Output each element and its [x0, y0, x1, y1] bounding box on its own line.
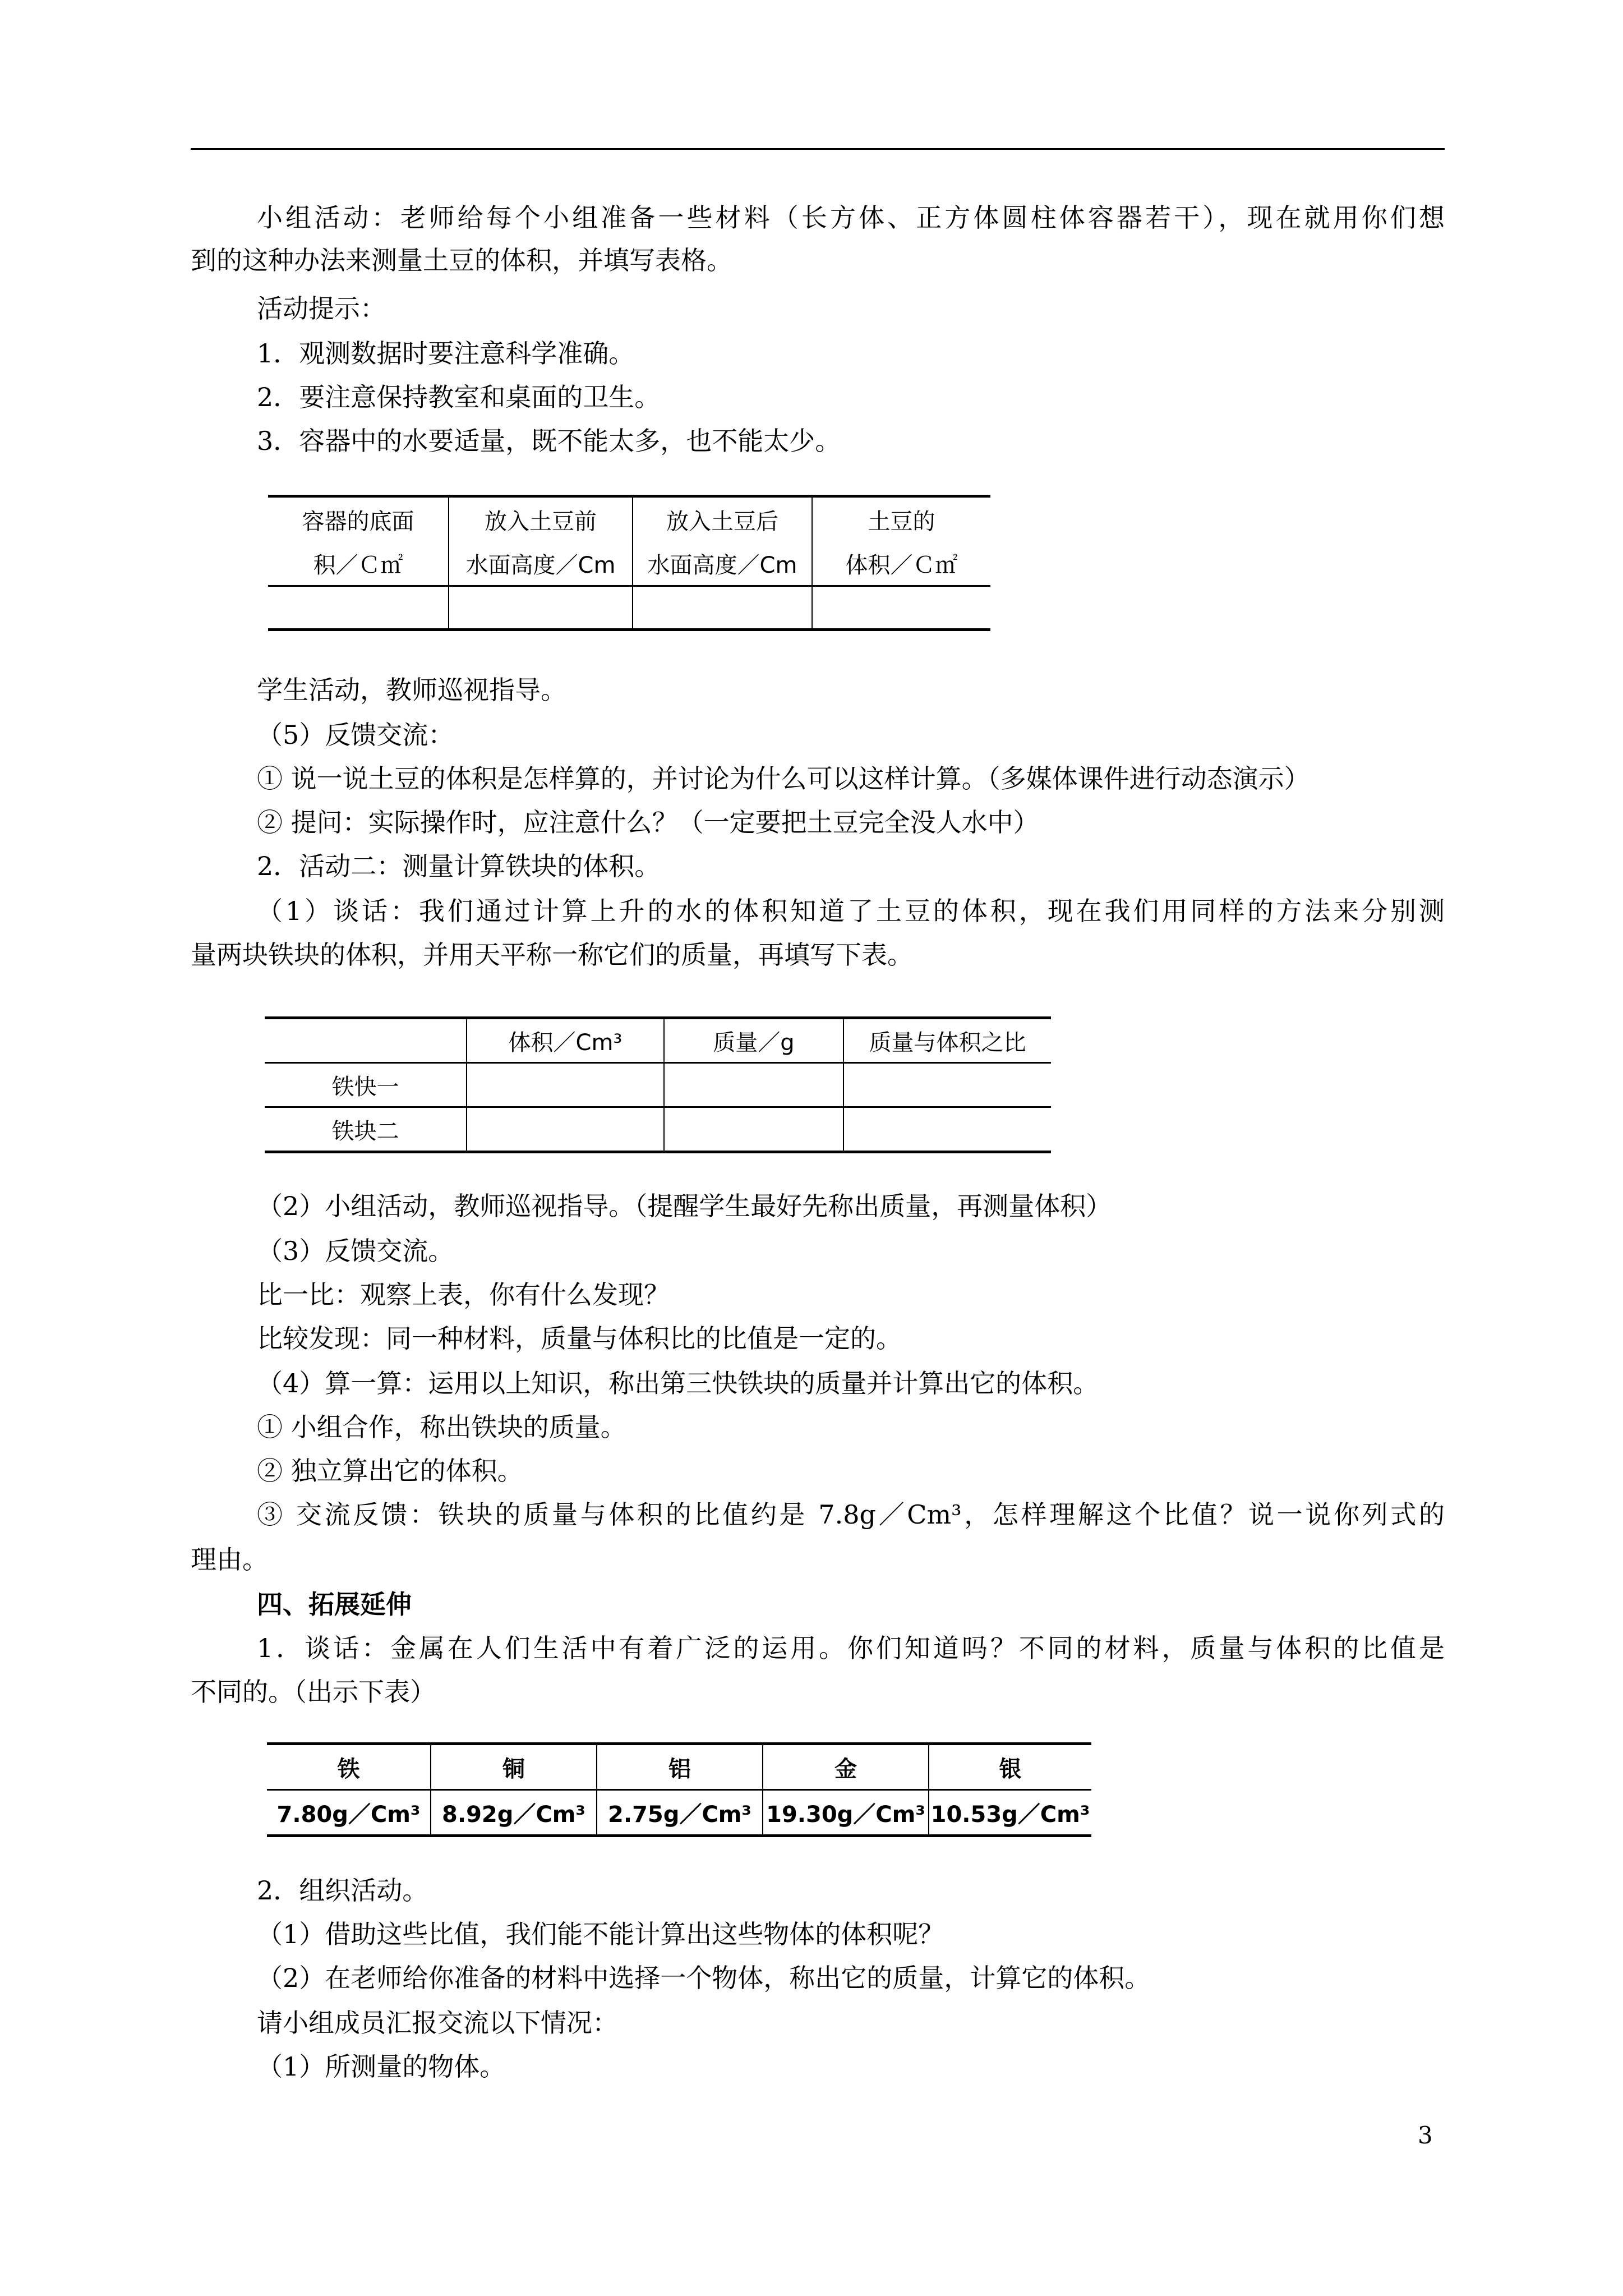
table-row-label: 铁快一 — [265, 1063, 467, 1107]
table-cell: 放入土豆前 — [449, 496, 633, 542]
iron-block-table — [265, 1016, 1051, 1153]
table-cell-empty — [843, 1107, 1051, 1152]
paragraph-line: 比较发现：同一种材料，质量与体积比的比值是一定的。 — [257, 1323, 902, 1354]
table-cell: 质量／g — [664, 1018, 843, 1063]
table-cell: 体积／Cm³ — [467, 1018, 664, 1063]
table-cell: 19.30g／Cm³ — [763, 1790, 929, 1836]
paragraph-line: ① 说一说土豆的体积是怎样算的，并讨论为什么可以这样计算。（多媒体课件进行动态演示） — [257, 763, 1310, 794]
paragraph-line: 2．活动二：测量计算铁块的体积。 — [257, 851, 661, 881]
section-heading: 四、拓展延伸 — [257, 1589, 412, 1619]
table-cell: 放入土豆后 — [633, 496, 812, 542]
page-number: 3 — [1418, 2122, 1433, 2149]
paragraph-line: ③ 交流反馈：铁块的质量与体积的比值约是 7.8g／Cm³，怎样理解这个比值？说一说你列式的 — [257, 1499, 1445, 1530]
table-row-label: 铁块二 — [265, 1107, 467, 1152]
table-cell: 积／Ｃ㎡ — [268, 541, 449, 586]
paragraph-line: 比一比：观察上表，你有什么发现？ — [257, 1280, 670, 1310]
table-cell: 水面高度／Cm — [633, 541, 812, 586]
table-cell-empty — [812, 586, 990, 630]
paragraph-line: 量两块铁块的体积，并用天平称一称它们的质量，再填写下表。 — [191, 940, 913, 970]
paragraph-line: （2）小组活动，教师巡视指导。（提醒学生最好先称出质量，再测量体积） — [257, 1191, 1112, 1221]
table-cell: 体积／Ｃ㎡ — [812, 541, 990, 586]
paragraph-line: 理由。 — [191, 1544, 268, 1575]
table-cell: 土豆的 — [812, 496, 990, 542]
table-cell: 10.53g／Cm³ — [929, 1790, 1091, 1836]
potato-volume-table — [268, 495, 990, 631]
paragraph-line: （4）算一算：运用以上知识，称出第三快铁块的质量并计算出它的体积。 — [257, 1368, 1099, 1398]
table-cell-empty — [664, 1063, 843, 1107]
paragraph-line: （5）反馈交流： — [257, 720, 454, 750]
table-cell: 容器的底面 — [268, 496, 449, 542]
table-cell: 2.75g／Cm³ — [597, 1790, 763, 1836]
table-cell-empty — [664, 1107, 843, 1152]
table-cell: 金 — [763, 1744, 929, 1790]
table-cell-empty — [268, 586, 449, 630]
paragraph-line: 请小组成员汇报交流以下情况： — [257, 2008, 618, 2038]
paragraph-line: 不同的。（出示下表） — [191, 1677, 436, 1707]
paragraph-line: 活动提示： — [257, 293, 386, 324]
paragraph-line: （3）反馈交流。 — [257, 1236, 454, 1266]
paragraph-line: ② 独立算出它的体积。 — [257, 1456, 523, 1486]
table-cell: 水面高度／Cm — [449, 541, 633, 586]
table-cell: 铝 — [597, 1744, 763, 1790]
table-cell: 银 — [929, 1744, 1091, 1790]
table-cell-empty — [843, 1063, 1051, 1107]
paragraph-line: 学生活动，教师巡视指导。 — [257, 675, 566, 705]
paragraph-line: （1）谈话：我们通过计算上升的水的体积知道了土豆的体积，现在我们用同样的方法来分别测 — [257, 896, 1445, 926]
table-cell — [265, 1018, 467, 1063]
table-cell: 铁 — [267, 1744, 431, 1790]
paragraph-line: （1）借助这些比值，我们能不能计算出这些物体的体积呢？ — [257, 1919, 944, 1949]
paragraph-line: 2．要注意保持教室和桌面的卫生。 — [257, 382, 661, 412]
paragraph-line: （2）在老师给你准备的材料中选择一个物体，称出它的质量，计算它的体积。 — [257, 1963, 1151, 1993]
paragraph-line: 3．容器中的水要适量，既不能太多，也不能太少。 — [257, 426, 841, 456]
paragraph-line: 1．观测数据时要注意科学准确。 — [257, 338, 635, 369]
table-cell: 7.80g／Cm³ — [267, 1790, 431, 1836]
table-cell: 质量与体积之比 — [843, 1018, 1051, 1063]
metal-ratio-table — [267, 1742, 1091, 1837]
paragraph-line: ② 提问：实际操作时，应注意什么？（一定要把土豆完全没人水中） — [257, 807, 1039, 838]
paragraph-line: ① 小组合作，称出铁块的质量。 — [257, 1412, 626, 1442]
paragraph-line: 到的这种办法来测量土豆的体积，并填写表格。 — [191, 245, 732, 275]
paragraph-line: （1）所测量的物体。 — [257, 2051, 506, 2082]
table-cell-empty — [467, 1063, 664, 1107]
table-cell: 铜 — [431, 1744, 597, 1790]
table-cell-empty — [633, 586, 812, 630]
paragraph-line: 2．组织活动。 — [257, 1875, 428, 1906]
table-cell: 8.92g／Cm³ — [431, 1790, 597, 1836]
table-cell-empty — [467, 1107, 664, 1152]
header-rule — [191, 148, 1445, 150]
paragraph-line: 小组活动：老师给每个小组准备一些材料（长方体、正方体圆柱体容器若干），现在就用你们想 — [257, 203, 1445, 233]
paragraph-line: 1．谈话：金属在人们生活中有着广泛的运用。你们知道吗？不同的材料，质量与体积的比值是 — [257, 1633, 1445, 1663]
table-cell-empty — [449, 586, 633, 630]
